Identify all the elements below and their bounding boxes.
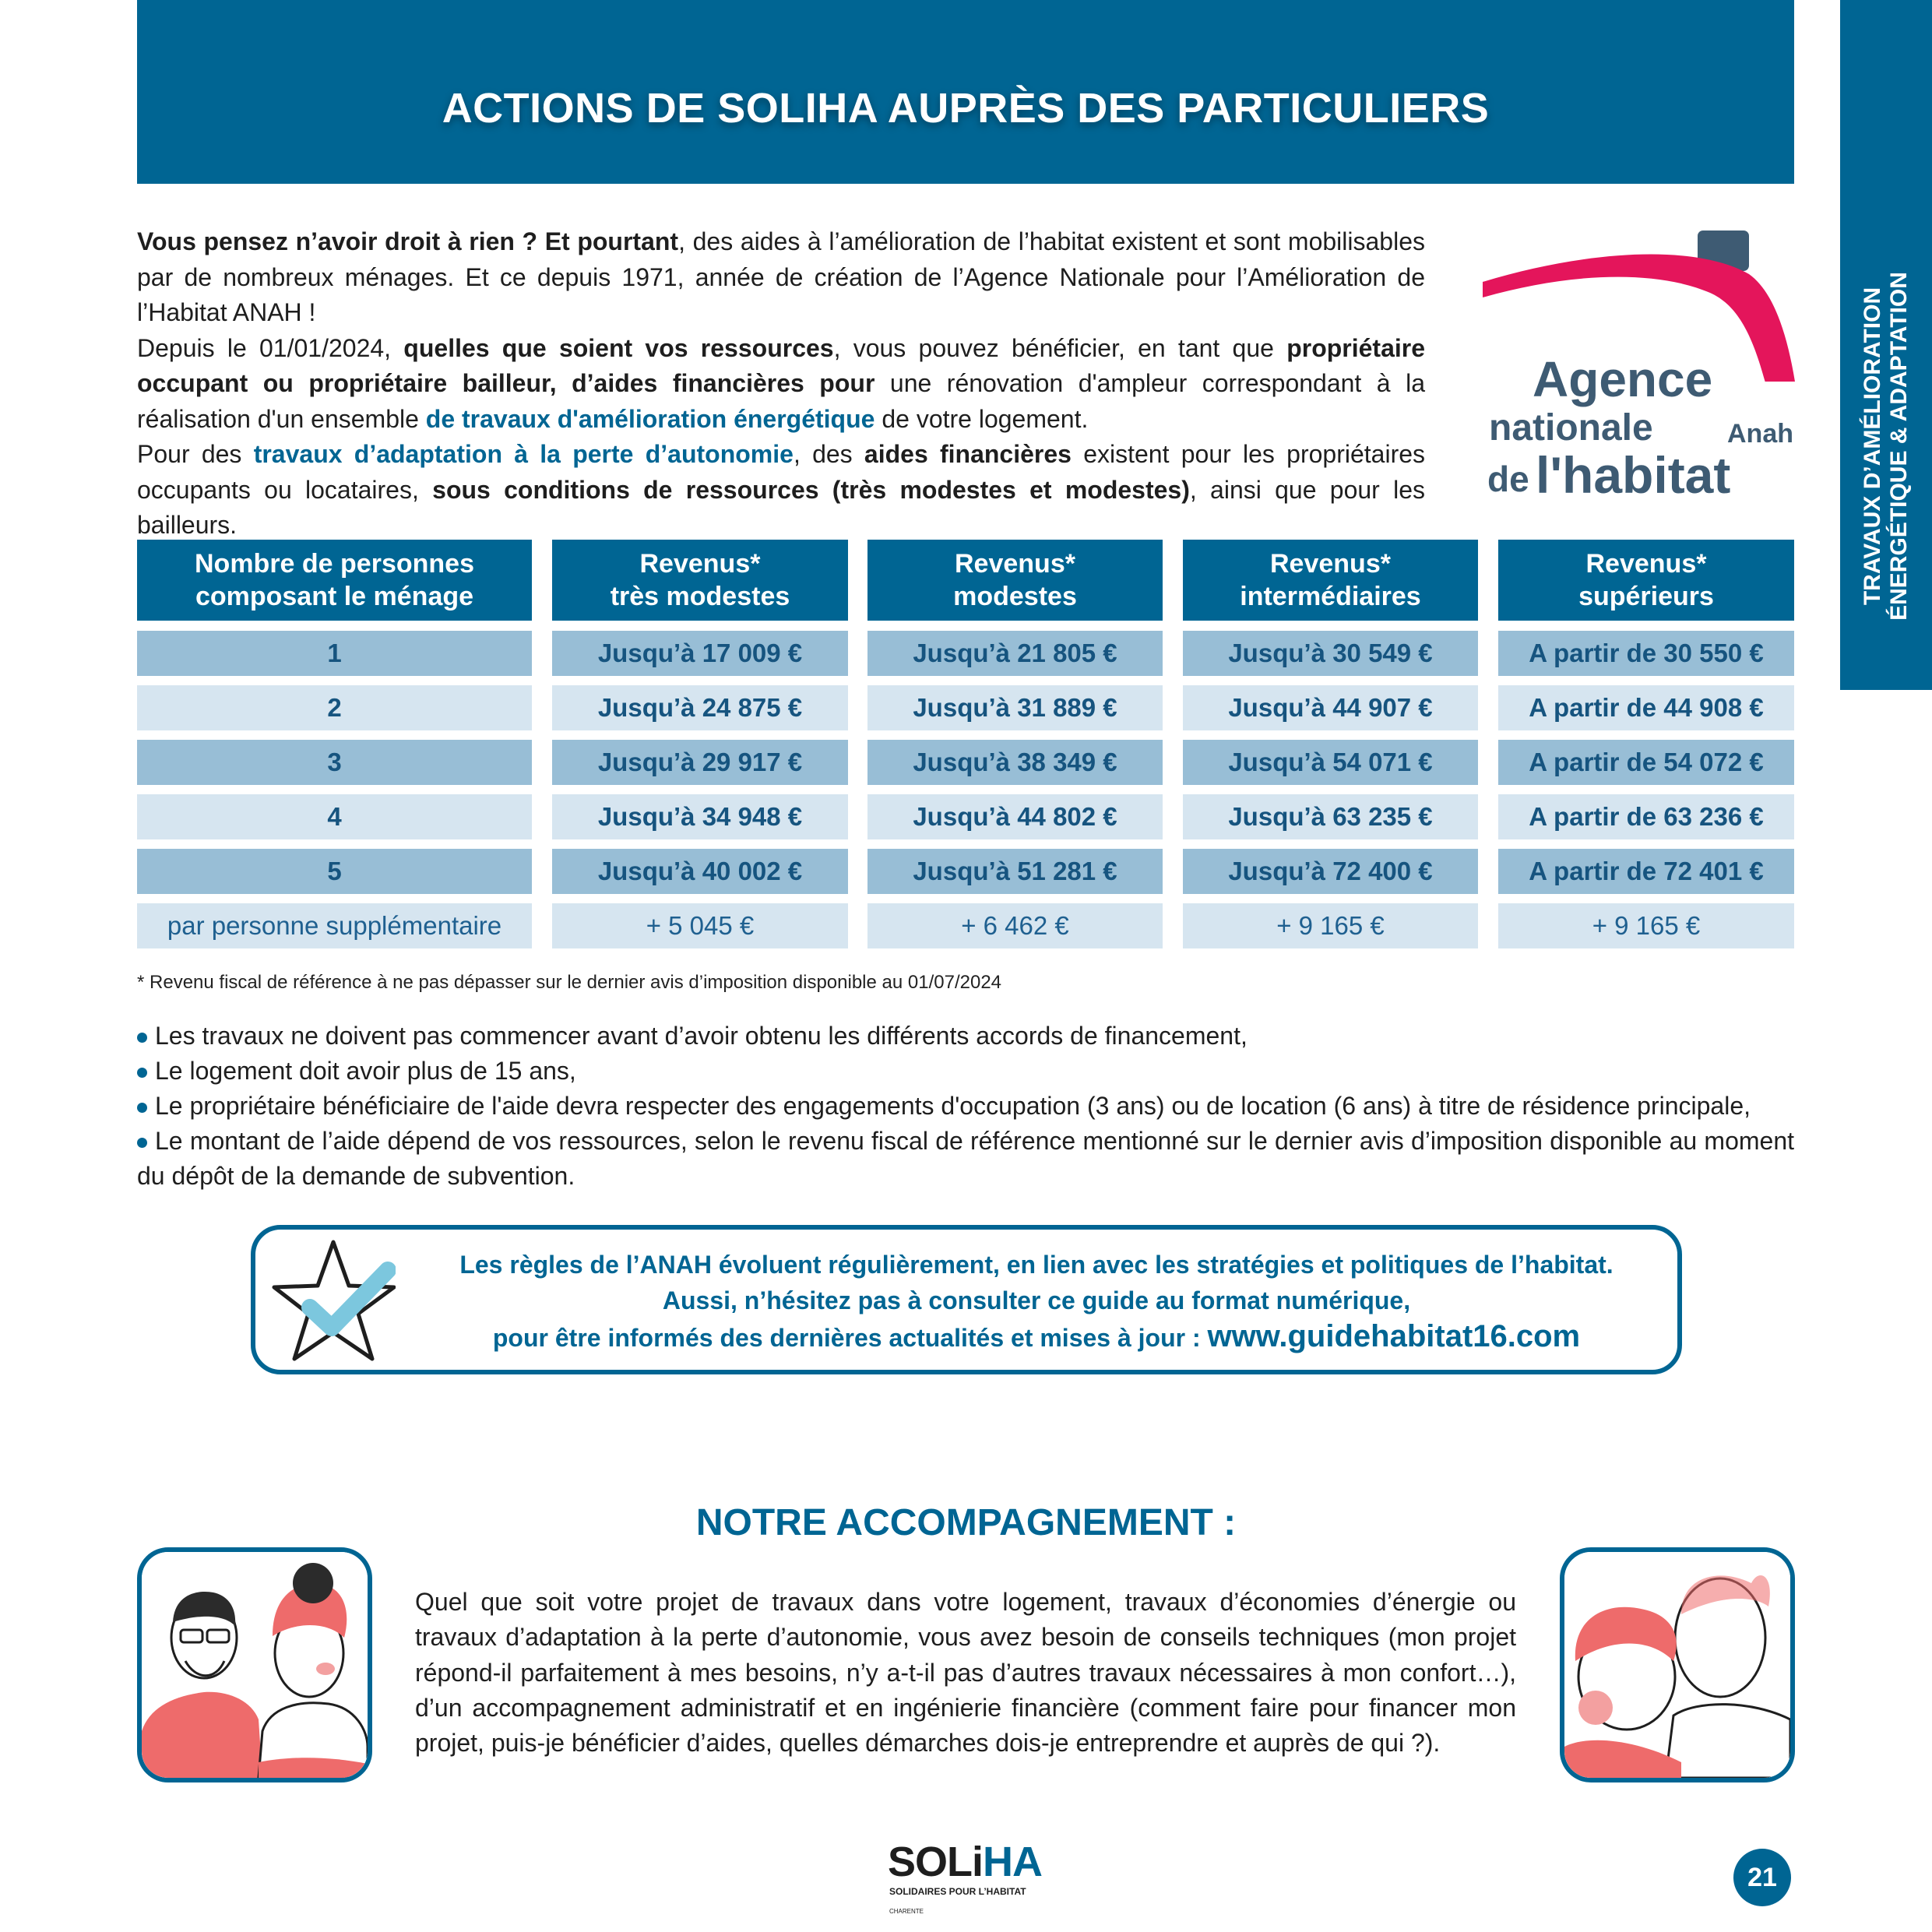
table-cell: Jusqu’à 30 549 € bbox=[1183, 631, 1478, 676]
table-cell: Jusqu’à 24 875 € bbox=[552, 685, 848, 730]
intro-p3e: existent pour les propriétaires occupants ou locataires, bbox=[137, 440, 1426, 504]
table-header-cell: Nombre de personnes composant le ménage bbox=[137, 540, 532, 621]
table-cell: + 9 165 € bbox=[1498, 903, 1794, 948]
table-cell: Jusqu’à 54 071 € bbox=[1183, 740, 1478, 785]
intro-text bbox=[137, 224, 1425, 544]
table-cell: Jusqu’à 63 235 € bbox=[1183, 794, 1478, 839]
table-cell: 2 bbox=[137, 685, 532, 730]
table-cell: + 5 045 € bbox=[552, 903, 848, 948]
logo-word-nationale: nationale bbox=[1489, 407, 1653, 449]
table-cell: A partir de 72 401 € bbox=[1498, 849, 1794, 894]
website-link[interactable]: www.guidehabitat16.com bbox=[1207, 1319, 1581, 1353]
bullet-icon bbox=[137, 1068, 147, 1078]
anah-logo bbox=[1476, 226, 1796, 506]
table-cell: Jusqu’à 31 889 € bbox=[867, 685, 1163, 730]
table-cell: + 9 165 € bbox=[1183, 903, 1478, 948]
logo-word-habitat: l'habitat bbox=[1536, 446, 1731, 504]
intro-lead: Vous pensez n’avoir droit à rien ? Et pourtant bbox=[137, 227, 679, 255]
intro-p3d: aides financières bbox=[864, 440, 1072, 468]
side-tab-line2: ÉNERGÉTIQUE & ADAPTATION bbox=[1886, 272, 1913, 621]
table-cell: Jusqu’à 40 002 € bbox=[552, 849, 848, 894]
table-cell: Jusqu’à 72 400 € bbox=[1183, 849, 1478, 894]
page-title: ACTIONS DE SOLIHA AUPRÈS DES PARTICULIERS bbox=[442, 85, 1490, 132]
table-cell: Jusqu’à 21 805 € bbox=[867, 631, 1163, 676]
young-couple-illustration bbox=[137, 1547, 372, 1782]
star-check-icon bbox=[271, 1236, 396, 1368]
notice-box bbox=[251, 1225, 1682, 1374]
table-cell: Jusqu’à 44 907 € bbox=[1183, 685, 1478, 730]
senior-couple-illustration bbox=[1560, 1547, 1795, 1782]
table-cell: Jusqu’à 29 917 € bbox=[552, 740, 848, 785]
table-cell: Jusqu’à 38 349 € bbox=[867, 740, 1163, 785]
notice-line3: pour être informés des dernières actualités et mises à jour : bbox=[492, 1324, 1208, 1352]
brand-tagline: SOLIDAIRES POUR L’HABITAT bbox=[889, 1886, 1026, 1897]
table-cell: 3 bbox=[137, 740, 532, 785]
intro-p2f: de travaux d'amélioration énergétique bbox=[425, 404, 875, 433]
bullet-icon bbox=[137, 1033, 147, 1043]
intro-p2e: une rénovation d'ampleur correspondant à la réalisation d'un ensemble bbox=[137, 369, 1426, 433]
brand-part-a: SOLi bbox=[888, 1839, 984, 1885]
intro-p2b: quelles que soient vos ressources bbox=[403, 333, 834, 362]
list-item: Les travaux ne doivent pas commencer avant d’avoir obtenu les différents accords de financement, bbox=[137, 1019, 1794, 1054]
table-cell: A partir de 54 072 € bbox=[1498, 740, 1794, 785]
table-cell: 5 bbox=[137, 849, 532, 894]
brand-region: CHARENTE bbox=[889, 1908, 924, 1915]
intro-p3b: travaux d’adaptation à la perte d’autonomie bbox=[253, 440, 794, 468]
intro-p2d: propriétaire occupant ou propriétaire bailleur, d’aides financières pour bbox=[137, 333, 1426, 397]
table-cell: + 6 462 € bbox=[867, 903, 1163, 948]
intro-p2a: Depuis le 01/01/2024, bbox=[137, 333, 404, 362]
table-cell: Jusqu’à 44 802 € bbox=[867, 794, 1163, 839]
accompagnement-text: Quel que soit votre projet de travaux dans votre logement, travaux d’économies d’énergie ou travaux d’adaptation à la perte d’autonomie, vous avez besoin de conseils techniques (mon projet répond-il parfaitement à mes besoins, n’y a-t-il pas d’autres travaux nécessaires à mon confort…), d’un accompagnement administratif et en ingénierie financière (comment faire pour financer mon projet, puis-je bénéficier d’aides, quelles démarches dois-je entreprendre et auprès de qui ?). bbox=[415, 1588, 1516, 1758]
list-item: Le logement doit avoir plus de 15 ans, bbox=[137, 1054, 1794, 1089]
intro-p2c: , vous pouvez bénéficier, en tant que bbox=[833, 333, 1287, 362]
page-number: 21 bbox=[1733, 1849, 1791, 1906]
header-band bbox=[137, 0, 1794, 184]
intro-p2g: de votre logement. bbox=[875, 404, 1089, 433]
table-header-cell: Revenus* modestes bbox=[867, 540, 1163, 621]
soliha-logo bbox=[888, 1838, 1043, 1916]
table-cell: Jusqu’à 34 948 € bbox=[552, 794, 848, 839]
notice-text bbox=[411, 1247, 1662, 1356]
notice-line2: Aussi, n’hésitez pas à consulter ce guide au format numérique, bbox=[662, 1286, 1411, 1314]
table-cell: A partir de 30 550 € bbox=[1498, 631, 1794, 676]
table-footnote: * Revenu fiscal de référence à ne pas dépasser sur le dernier avis d’imposition disponible au 01/07/2024 bbox=[137, 972, 1002, 993]
conditions-list bbox=[137, 1019, 1794, 1194]
list-item: Le propriétaire bénéficiaire de l'aide devra respecter des engagements d'occupation (3 ans) ou de location (6 ans) à titre de résidence principale, bbox=[137, 1089, 1794, 1124]
seniors-icon bbox=[1564, 1552, 1790, 1778]
side-tab-label bbox=[1840, 0, 1932, 690]
table-cell: 4 bbox=[137, 794, 532, 839]
notice-line1: Les règles de l’ANAH évoluent régulièrement, en lien avec les stratégies et politiques de l’habitat. bbox=[459, 1251, 1614, 1279]
list-item: Le montant de l’aide dépend de vos ressources, selon le revenu fiscal de référence mentionné sur le dernier avis d’imposition disponible au moment du dépôt de la demande de subvention. bbox=[137, 1127, 1794, 1190]
table-cell: A partir de 63 236 € bbox=[1498, 794, 1794, 839]
table-cell: Jusqu’à 17 009 € bbox=[552, 631, 848, 676]
section-title: NOTRE ACCOMPAGNEMENT : bbox=[695, 1502, 1237, 1543]
table-cell: Jusqu’à 51 281 € bbox=[867, 849, 1163, 894]
bullet-icon bbox=[137, 1138, 147, 1148]
table-header-cell: Revenus* très modestes bbox=[552, 540, 848, 621]
intro-p3c: , des bbox=[793, 440, 864, 468]
table-header-cell: Revenus* intermédiaires bbox=[1183, 540, 1478, 621]
bullet-icon bbox=[137, 1103, 147, 1113]
brand-part-b: HA bbox=[983, 1839, 1043, 1885]
logo-word-agence: Agence bbox=[1533, 351, 1713, 407]
table-cell: 1 bbox=[137, 631, 532, 676]
table-cell: par personne supplémentaire bbox=[137, 903, 532, 948]
side-tab-line1: TRAVAUX D’AMÉLIORATION bbox=[1860, 287, 1886, 606]
logo-word-anah: Anah bbox=[1727, 419, 1793, 449]
table-header-cell: Revenus* supérieurs bbox=[1498, 540, 1794, 621]
intro-p3f: sous conditions de ressources (très modestes et modestes) bbox=[432, 475, 1190, 504]
table-cell: A partir de 44 908 € bbox=[1498, 685, 1794, 730]
intro-p3a: Pour des bbox=[137, 440, 254, 468]
intro-p1: , des aides à l’amélioration de l’habitat existent et sont mobilisables par de nombreux ménages. Et ce depuis 1971, année de création de l’Agence Nationale pour l’Amélioration de l’Habitat ANAH ! bbox=[137, 227, 1426, 326]
logo-word-de: de bbox=[1487, 459, 1529, 499]
people-icon bbox=[142, 1552, 368, 1778]
intro-p3g: , ainsi que pour les bailleurs. bbox=[137, 475, 1426, 539]
